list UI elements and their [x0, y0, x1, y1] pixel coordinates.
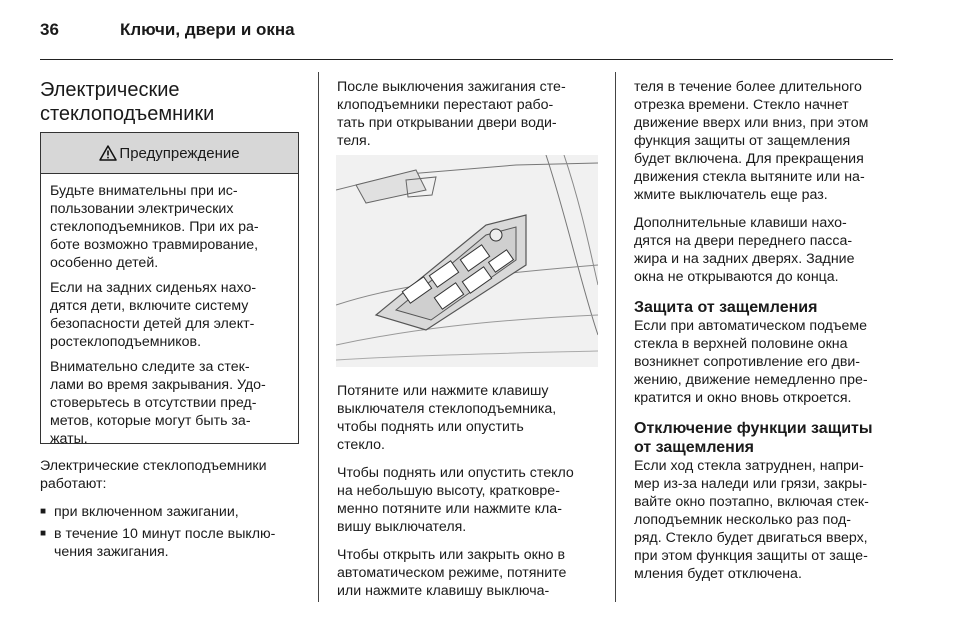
paragraph: Если ход стекла затруднен, напри- мер из-за наледи или грязи, закры- вайте окно поэтапно, включая стек- лоподъемник несколько раз под- ряд. Стекло будет двигаться вверх, при этом функция защиты от заще- мления будет отключена. [634, 458, 869, 582]
paragraph: Если при автоматическом подъеме стекла в верхней половине окна возникнет сопротивление его дви- жению, движение немедленно пре- кратится и окно вновь откроется. [634, 318, 868, 406]
intro-paragraph: Электрические стеклоподъемники работают: [40, 458, 267, 492]
warning-paragraph: Если на задних сиденьях нахо- дятся дети, включите систему безопасности детей для элект- ростеклоподъемников. [50, 280, 257, 350]
warning-header [41, 133, 298, 174]
section-title-line: Электрические [40, 79, 180, 101]
column-1-text [40, 457, 305, 565]
warning-box [40, 132, 299, 447]
door-window-switch-illustration [336, 155, 598, 367]
section-title-line: стеклоподъемники [40, 103, 215, 125]
paragraph: Чтобы поднять или опустить стекло на небольшую высоту, кратковре- менно потяните или нажмите кла- вишу выключателя. [337, 465, 574, 535]
warning-paragraph: Будьте внимательны при ис- пользовании электрических стеклоподъемников. При их ра- боте возможно травмирование, особенно детей. [50, 183, 259, 271]
warning-label: Предупреждение [119, 144, 240, 162]
warning-paragraph: Внимательно следите за стек- лами во время закрывания. Удо- стоверьтесь в отсутствии пред- метов, которые могут быть за- жаты. [50, 359, 266, 447]
column-2-top [337, 78, 602, 160]
page-number: 36 [40, 20, 59, 39]
paragraph: теля в течение более длительного отрезка времени. Стекло начнет движение вверх или вниз, при этом функция защиты от защемления будет включена. Для прекращения движения стекла вытяните или на- жмите выключатель еще раз. [634, 79, 869, 203]
column-divider [318, 72, 319, 602]
section-heading [40, 78, 302, 126]
chapter-title: Ключи, двери и окна [120, 20, 295, 39]
subheading: Защита от защемления [634, 299, 818, 316]
warning-triangle-icon [99, 145, 117, 161]
list-item: ■ при включенном зажигании, [40, 503, 305, 521]
conditions-list [40, 503, 305, 561]
list-item: ■ в течение 10 минут после выклю- чения зажигания. [40, 525, 305, 561]
paragraph: Чтобы открыть или закрыть окно в автоматическом режиме, потяните или нажмите клавишу выключа- [337, 547, 567, 599]
header-rule [40, 59, 893, 60]
paragraph: После выключения зажигания сте- клоподъемники перестают рабо- тать при открывании двери води- теля. [337, 79, 566, 149]
column-divider [615, 72, 616, 602]
column-2-bottom [337, 382, 602, 610]
paragraph: Потяните или нажмите клавишу выключателя стеклоподъемника, чтобы поднять или опустить стекло. [337, 383, 557, 453]
subheading: Отключение функции защиты от защемления [634, 420, 873, 456]
column-3 [634, 78, 899, 593]
paragraph: Дополнительные клавиши нахо- дятся на двери переднего пасса- жира и на задних дверях. Задние окна не открываются до конца. [634, 215, 855, 285]
